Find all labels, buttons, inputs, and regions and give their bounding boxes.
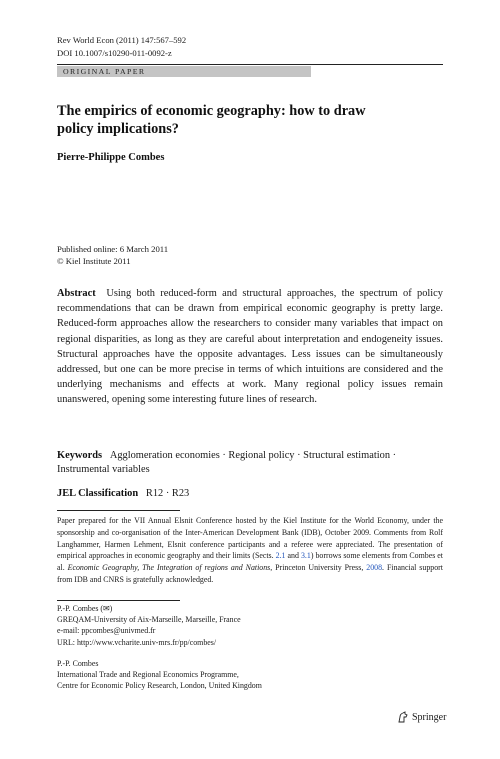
publisher-logo bbox=[397, 711, 446, 723]
reference-link-2008[interactable]: 2008 bbox=[366, 563, 383, 573]
author-url[interactable]: URL: http://www.vcharite.univ-mrs.fr/pp/combes/ bbox=[57, 637, 217, 647]
header-rule bbox=[57, 64, 443, 65]
springer-horse-icon bbox=[397, 711, 409, 723]
keywords-label: Keywords bbox=[57, 450, 103, 461]
affiliation-2 bbox=[57, 658, 262, 692]
affiliation-2-programme: International Trade and Regional Economics Programme, bbox=[57, 670, 239, 680]
publication-info bbox=[57, 244, 168, 267]
jel-classification bbox=[57, 488, 189, 499]
footnote-text-1: Paper prepared for the VII Annual Elsnit Conference hosted by the Kiel Institute for the World Economy, under the sponsorship and co-organisation of the Inter-American Development Bank (IDB), October 2009. Comments from Rolf Langhammer, Harmen Lehment, Elsnit conference participants and a referee were appreciated. The presentation of empirical approaches in economic geography and their limits (Sects. bbox=[57, 516, 443, 561]
author-name: Pierre-Philippe Combes bbox=[57, 152, 165, 163]
keywords-text: Agglomeration economies · Regional policy · Structural estimation · Instrumental variables bbox=[57, 450, 397, 476]
footnote-rule bbox=[57, 510, 180, 511]
section-link-3-1[interactable]: 3.1 bbox=[300, 551, 311, 561]
section-badge-label: ORIGINAL PAPER bbox=[63, 67, 146, 76]
paper-title bbox=[57, 103, 437, 138]
footnote-text-4: . Financial support from IDB and CNRS is gratefully acknowledged. bbox=[57, 563, 443, 584]
jel-codes: R12 · R23 bbox=[145, 488, 190, 499]
affiliation-rule bbox=[57, 600, 180, 601]
footnote bbox=[57, 515, 443, 586]
author-email[interactable]: e-mail: ppcombes@univmed.fr bbox=[57, 626, 156, 636]
affiliation-1-name: P.-P. Combes (✉) bbox=[57, 604, 113, 613]
abstract bbox=[57, 286, 443, 408]
affiliation-1-institution: GREQAM-University of Aix-Marseille, Marseille, France bbox=[57, 615, 241, 625]
jel-label: JEL Classification bbox=[57, 488, 139, 499]
keywords bbox=[57, 449, 443, 478]
section-link-2-1[interactable]: 2.1 bbox=[275, 551, 286, 561]
footnote-and: and bbox=[287, 551, 299, 561]
title-line-2: policy implications? bbox=[57, 120, 179, 137]
affiliation-2-name: P.-P. Combes bbox=[57, 659, 99, 668]
affiliation-2-centre: Centre for Economic Policy Research, London, United Kingdom bbox=[57, 681, 262, 691]
copyright: © Kiel Institute 2011 bbox=[57, 255, 131, 266]
doi: DOI 10.1007/s10290-011-0092-z bbox=[57, 47, 172, 58]
journal-header bbox=[57, 34, 186, 59]
title-line-1: The empirics of economic geography: how to draw bbox=[57, 103, 366, 119]
footnote-text-3: , Princeton University Press, bbox=[270, 563, 364, 573]
section-badge bbox=[57, 66, 311, 77]
book-title: Economic Geography, The Integration of regions and Nations bbox=[67, 563, 271, 573]
published-date: Published online: 6 March 2011 bbox=[57, 244, 169, 254]
abstract-label: Abstract bbox=[57, 288, 96, 299]
affiliation-1 bbox=[57, 603, 241, 648]
journal-citation: Rev World Econ (2011) 147:567–592 bbox=[57, 35, 187, 45]
footnote-text-2: ) borrows some elements from Combes et al. bbox=[57, 551, 443, 573]
abstract-text: Using both reduced-form and structural approaches, the spectrum of policy recommendations that can be drawn from empirical economic geography is pretty large. Reduced-form approaches allow the researchers to consider many variables that impact on regional disparities, as long as they are careful about interpretation and endogeneity issues. Structural approaches have the opposite advantages. Less issues can be simultaneously addressed, but one can be more precise in terms of which intuitions are considered and the underlying mechanisms and effects at work. Many regional policy issues remain unanswered, opening some interesting future lines of research. bbox=[57, 288, 443, 406]
publisher-name: Springer bbox=[412, 711, 447, 723]
